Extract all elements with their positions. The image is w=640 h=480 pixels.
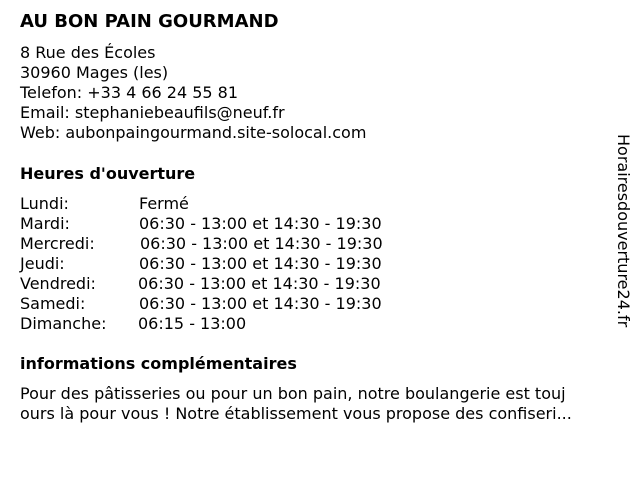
time-value: 06:30 - 13:00 et 14:30 - 19:30	[140, 234, 383, 253]
time-value: 06:30 - 13:00 et 14:30 - 19:30	[139, 254, 382, 273]
day-label: Jeudi:	[20, 254, 65, 273]
phone-number: Telefon: +33 4 66 24 55 81	[20, 83, 239, 102]
day-label: Mardi:	[20, 214, 70, 233]
address-city: 30960 Mages (les)	[20, 63, 169, 82]
watermark-text: Horairesdouverture24.fr	[614, 134, 633, 328]
additional-info-heading: informations complémentaires	[20, 354, 297, 373]
description-line: Pour des pâtisseries ou pour un bon pain, notre boulangerie est touj	[20, 384, 566, 403]
address-street: 8 Rue des Écoles	[20, 43, 156, 62]
contact-block	[20, 43, 366, 143]
time-value: 06:30 - 13:00 et 14:30 - 19:30	[138, 274, 381, 293]
watermark	[612, 134, 634, 344]
opening-hours-heading: Heures d'ouverture	[20, 164, 196, 183]
time-value: 06:30 - 13:00 et 14:30 - 19:30	[139, 214, 382, 233]
time-value: 06:15 - 13:00	[138, 314, 247, 333]
day-label: Dimanche:	[20, 314, 107, 333]
day-label: Mercredi:	[20, 234, 95, 253]
additional-info-text	[20, 384, 624, 424]
email-address: Email: stephaniebeaufils@neuf.fr	[20, 103, 285, 122]
business-name: AU BON PAIN GOURMAND	[20, 11, 279, 32]
website-address: Web: aubonpaingourmand.site-solocal.com	[20, 123, 367, 142]
day-label: Vendredi:	[20, 274, 96, 293]
description-line: ours là pour vous ! Notre établissement vous propose des confiseri...	[20, 404, 572, 423]
day-label: Samedi:	[20, 294, 86, 313]
time-value: Fermé	[139, 194, 189, 213]
time-value: 06:30 - 13:00 et 14:30 - 19:30	[139, 294, 382, 313]
day-label: Lundi:	[20, 194, 69, 213]
